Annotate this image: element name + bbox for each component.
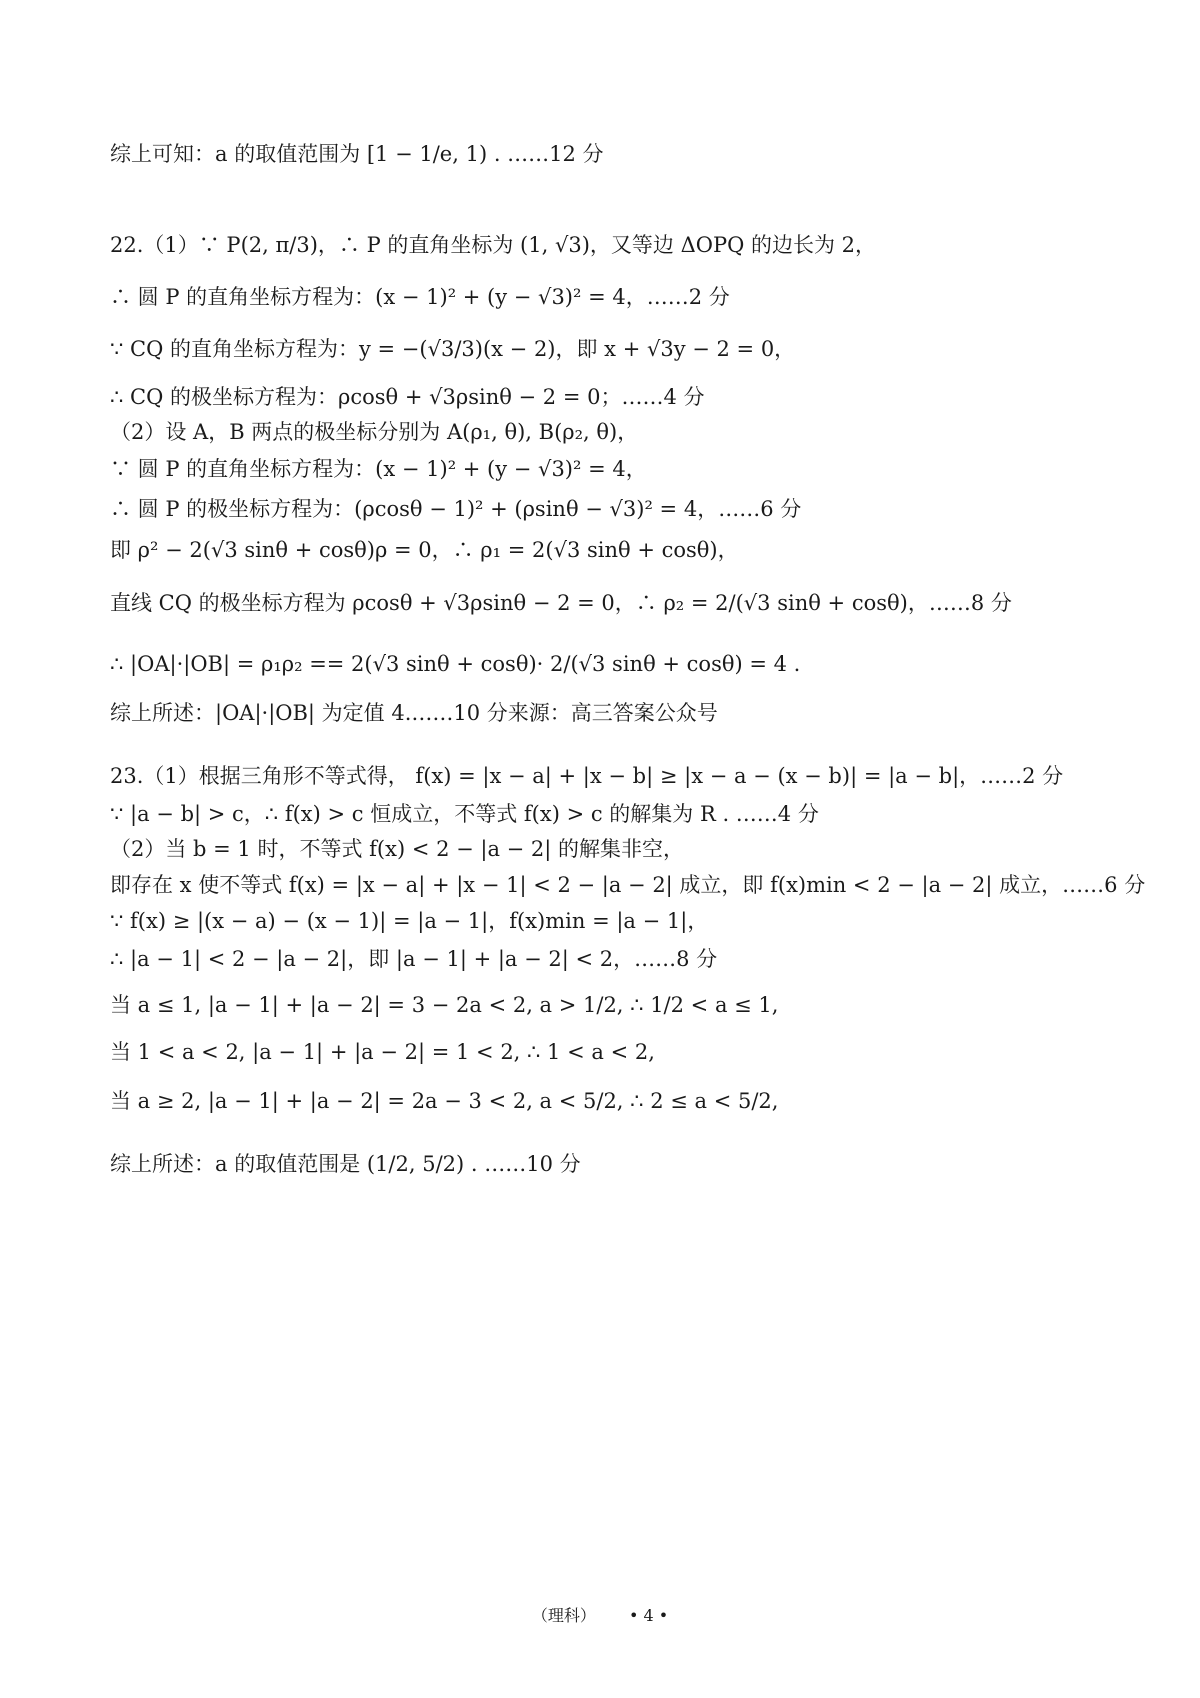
solution-line: 即 ρ² − 2(√3 sinθ + cosθ)ρ = 0，∴ ρ₁ = 2(√3 sinθ + cosθ)，	[110, 538, 739, 563]
solution-line: 综上所述：|OA|·|OB| 为定值 4.……10 分来源：高三答案公众号	[110, 701, 718, 726]
solution-line: ∵ CQ 的直角坐标方程为：y = −(√3/3)(x − 2)，即 x + √3y − 2 = 0，	[110, 337, 796, 362]
page-footer	[0, 1603, 1200, 1626]
solution-line: ∴ 圆 P 的直角坐标方程为：(x − 1)² + (y − √3)² = 4，……2 分	[110, 285, 730, 310]
solution-line: 当 1 < a < 2, |a − 1| + |a − 2| = 1 < 2, ∴ 1 < a < 2,	[110, 1040, 655, 1065]
solution-line: ∴ |a − 1| < 2 − |a − 2|，即 |a − 1| + |a − 2| < 2，……8 分	[110, 947, 718, 972]
solution-line: ∴ |OA|·|OB| = ρ₁ρ₂ == 2(√3 sinθ + cosθ)· 2/(√3 sinθ + cosθ) = 4 .	[110, 652, 801, 677]
solution-line: 23.（1）根据三角形不等式得， f(x) = |x − a| + |x − b| ≥ |x − a − (x − b)| = |a − b|，……2 分	[110, 764, 1064, 789]
solution-line: ∴ 圆 P 的极坐标方程为：(ρcosθ − 1)² + (ρsinθ − √3)² = 4，……6 分	[110, 497, 802, 522]
solution-line: 直线 CQ 的极坐标方程为 ρcosθ + √3ρsinθ − 2 = 0，∴ ρ₂ = 2/(√3 sinθ + cosθ)，……8 分	[110, 591, 1012, 616]
footer-label: （理科）	[531, 1606, 596, 1625]
solution-line: 当 a ≤ 1, |a − 1| + |a − 2| = 3 − 2a < 2, a > 1/2, ∴ 1/2 < a ≤ 1,	[110, 993, 779, 1018]
solution-line: ∴ CQ 的极坐标方程为：ρcosθ + √3ρsinθ − 2 = 0；……4 分	[110, 385, 705, 410]
solution-line: （2）设 A，B 两点的极坐标分别为 A(ρ₁, θ), B(ρ₂, θ)，	[110, 420, 639, 445]
solution-line: ∵ f(x) ≥ |(x − a) − (x − 1)| = |a − 1|，f(x)min = |a − 1|，	[110, 909, 709, 934]
solution-line: ∵ |a − b| > c，∴ f(x) > c 恒成立，不等式 f(x) > c 的解集为 R . ……4 分	[110, 802, 819, 827]
solution-line: 即存在 x 使不等式 f(x) = |x − a| + |x − 1| < 2 − |a − 2| 成立，即 f(x)min < 2 − |a − 2| 成立，……6 分	[110, 873, 1146, 898]
solution-line: 当 a ≥ 2, |a − 1| + |a − 2| = 2a − 3 < 2, a < 5/2, ∴ 2 ≤ a < 5/2,	[110, 1089, 779, 1114]
solution-line: （2）当 b = 1 时，不等式 f(x) < 2 − |a − 2| 的解集非空，	[110, 837, 685, 862]
solution-line: ∵ 圆 P 的直角坐标方程为：(x − 1)² + (y − √3)² = 4，	[110, 457, 647, 482]
page-number: • 4 •	[628, 1606, 669, 1625]
solution-line: 综上可知：a 的取值范围为 [1 − 1/e, 1) . ……12 分	[110, 142, 604, 167]
solution-line: 综上所述：a 的取值范围是 (1/2, 5/2) . ……10 分	[110, 1152, 581, 1177]
solution-line: 22.（1）∵ P(2, π/3)，∴ P 的直角坐标为 (1, √3)，又等边 ΔOPQ 的边长为 2，	[110, 233, 877, 258]
